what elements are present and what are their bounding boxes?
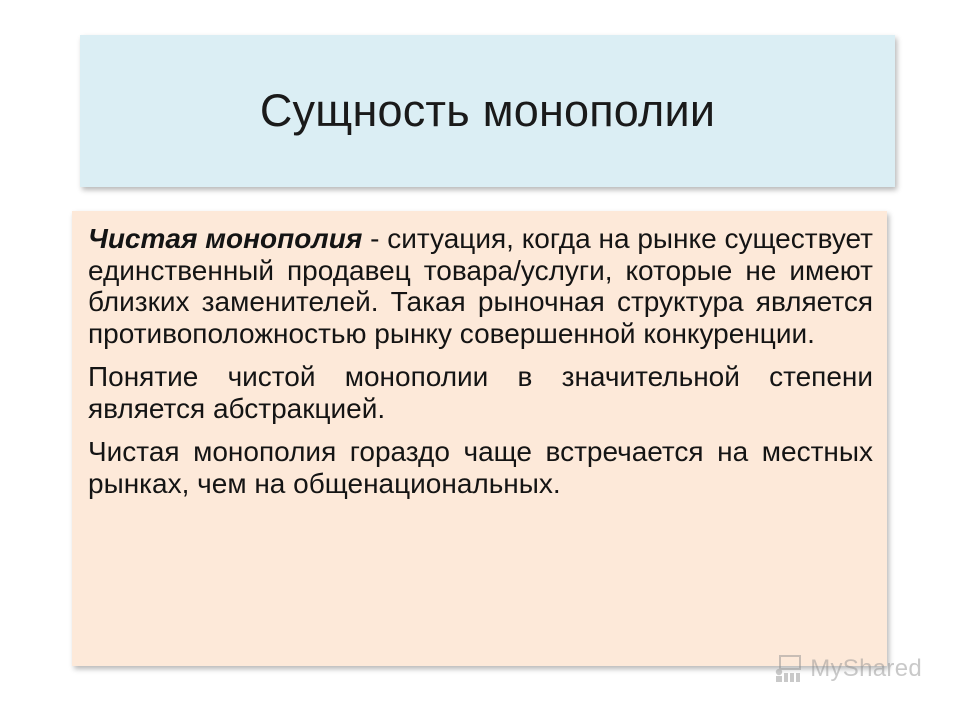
slide-content-box	[72, 211, 887, 666]
watermark-text: MyShared	[810, 655, 922, 682]
slide-title: Сущность монополии	[259, 85, 716, 136]
classroom-icon	[774, 655, 804, 683]
definition-term: Чистая монополия	[88, 223, 363, 254]
abstraction-paragraph: Понятие чистой монополии в значительной степени является абстракцией.	[88, 361, 873, 424]
definition-paragraph	[88, 223, 873, 349]
watermark	[774, 655, 922, 683]
local-markets-paragraph: Чистая монополия гораздо чаще встречается на местных рынках, чем на общенациональных.	[88, 436, 873, 499]
definition-text: - ситуация, когда на рынке существует единственный продавец товара/услуги, которые не имеют близких заменителей. Такая рыночная структура является противоположностью рынку совершенной конкуренции.	[88, 223, 873, 349]
slide-title-box	[80, 35, 895, 187]
